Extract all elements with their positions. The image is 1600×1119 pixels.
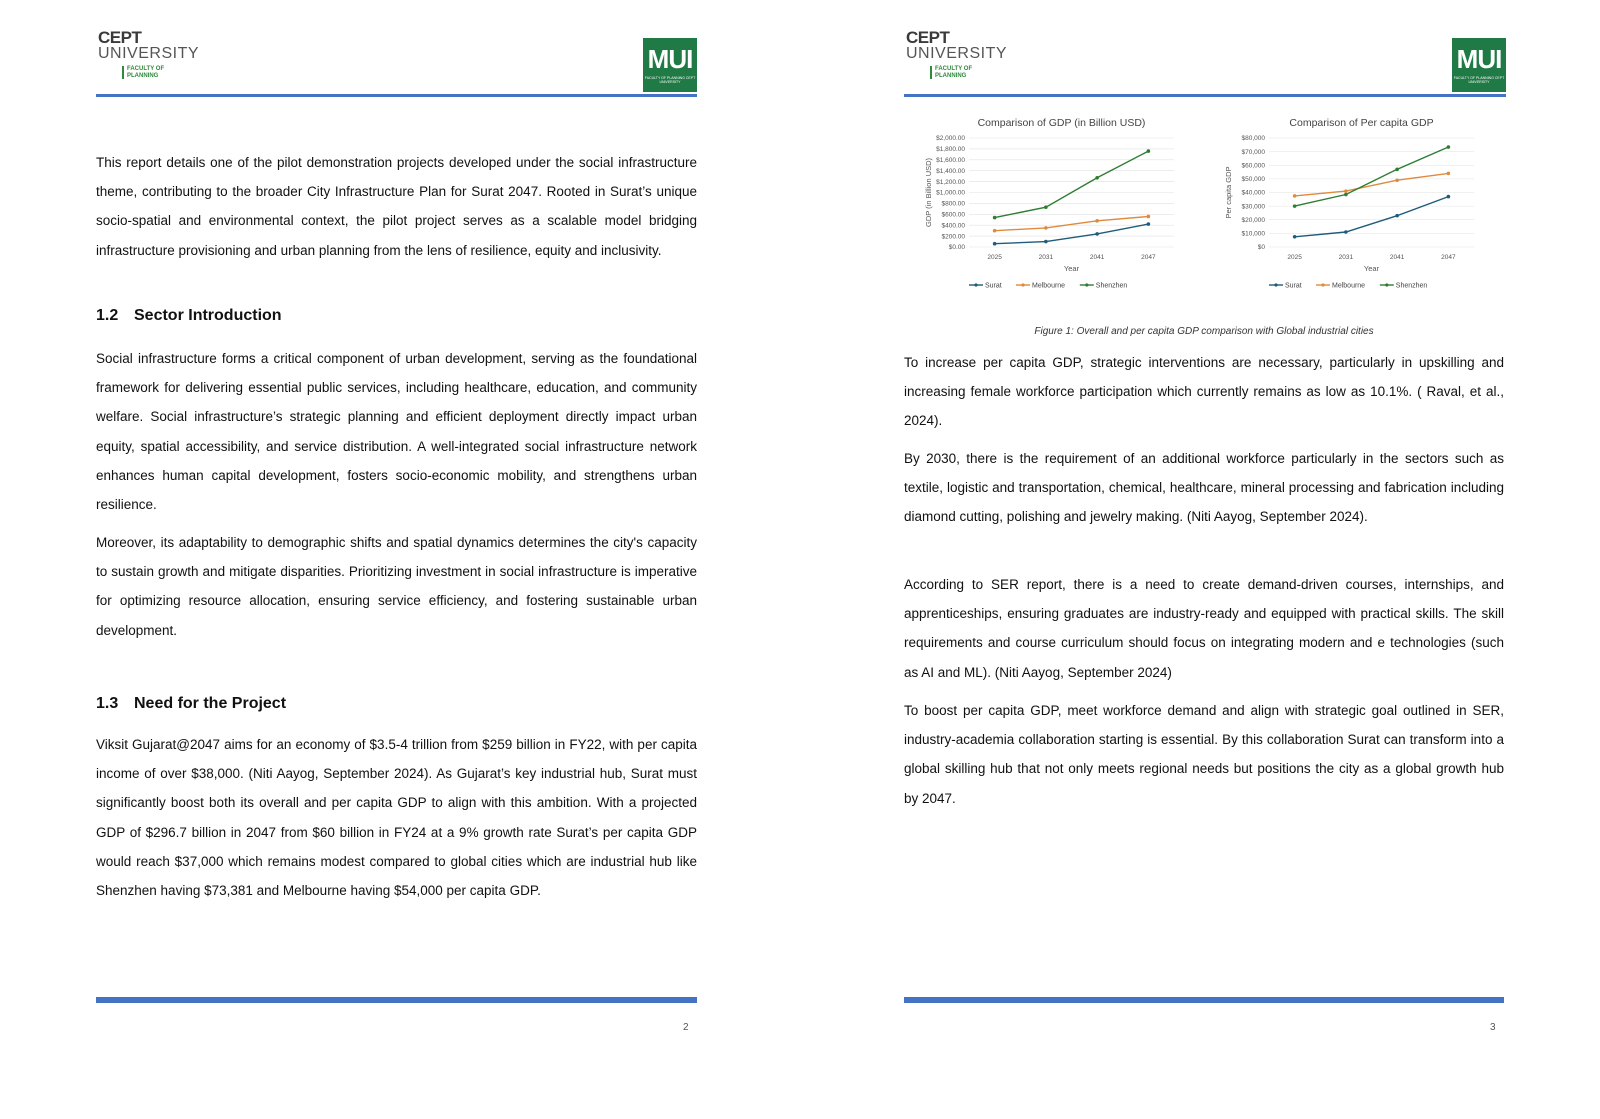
y-tick-label: $80,000 — [1241, 135, 1265, 143]
data-point-surat — [1447, 195, 1451, 199]
y-tick-label: $0.00 — [948, 244, 965, 252]
y-tick-label: $0 — [1257, 244, 1265, 252]
chart-title: Comparison of Per capita GDP — [1289, 117, 1434, 129]
data-point-shenzhen — [1044, 205, 1048, 209]
data-point-surat — [1344, 230, 1348, 234]
y-tick-label: $1,200.00 — [936, 178, 965, 186]
data-point-shenzhen — [993, 216, 997, 220]
section-number: 1.3 — [96, 695, 119, 712]
data-point-melbourne — [993, 229, 997, 233]
paragraph-upskilling: To increase per capita GDP, strategic interventions are necessary, particularly in upskilling and increasing female workforce participation which currently remains as low as 10.1%. ( Raval, et al., 2024). — [904, 355, 1504, 429]
y-tick-label: $1,800.00 — [936, 146, 965, 154]
data-point-surat — [1395, 214, 1399, 218]
x-axis-label: Year — [1363, 264, 1380, 273]
sector-intro-paragraph-2: Moreover, its adaptability to demographic shifts and spatial dynamics determines the city's capacity to sustain growth and mitigate disparities. Prioritizing investment in social infrastructure is imperative for optimizing resource allocation, ensuring service efficiency, and fostering sustainable urban development. — [96, 535, 697, 638]
x-tick-label: 2041 — [1389, 254, 1405, 261]
legend-label: Melbourne — [1032, 282, 1066, 290]
paragraph-ser-report: According to SER report, there is a need to create demand-driven courses, internships, and apprenticeships, ensuring graduates are industry-ready and equipped with practical skills. The skill requirements and course curriculum should focus on integrating modern and e technologies (such as AI and ML). (Niti Aayog, September 2024) — [904, 577, 1504, 680]
mui-logo-sub: FACULTY OF PLANNING CEPT UNIVERSITY — [644, 76, 696, 84]
data-point-shenzhen — [1147, 149, 1151, 153]
sector-intro-paragraph-1: Social infrastructure forms a critical component of urban development, serving as the foundational framework for delivering essential public services, including healthcare, education, and community welfare. Social infrastructure’s strategic planning and efficient deployment directly impact urban equity, spatial accessibility, and service distribution. A well-integrated social infrastructure network enhances human capital development, fosters socio-economic mobility, and strengthens urban resilience. — [96, 351, 697, 513]
mui-logo — [643, 38, 697, 92]
cept-logo-faculty: FACULTY OF PLANNING — [930, 66, 1000, 79]
y-tick-label: $20,000 — [1241, 216, 1265, 224]
x-tick-label: 2031 — [1038, 254, 1054, 261]
cept-logo-line1: CEPT — [906, 28, 950, 47]
y-tick-label: $50,000 — [1241, 176, 1265, 184]
y-tick-label: $800.00 — [941, 200, 965, 208]
data-point-shenzhen — [1447, 145, 1451, 149]
legend-marker-surat — [1274, 283, 1277, 286]
x-tick-label: 2031 — [1338, 254, 1354, 261]
y-tick-label: $10,000 — [1241, 230, 1265, 238]
cept-logo-line2: UNIVERSITY — [98, 45, 200, 62]
data-point-shenzhen — [1344, 193, 1348, 197]
legend-marker-shenzhen — [1385, 283, 1388, 286]
data-point-melbourne — [1395, 178, 1399, 182]
legend-marker-melbourne — [1321, 283, 1324, 286]
data-point-surat — [1095, 232, 1099, 236]
y-axis-label: GDP (in Billion USD) — [924, 157, 933, 228]
legend-label: Melbourne — [1332, 282, 1366, 290]
x-axis-label: Year — [1063, 264, 1080, 273]
y-tick-label: $1,000.00 — [936, 189, 965, 197]
y-tick-label: $2,000.00 — [936, 135, 965, 143]
y-axis-label: Per capita GDP — [1224, 166, 1233, 219]
y-tick-label: $1,600.00 — [936, 157, 965, 164]
y-tick-label: $60,000 — [1241, 162, 1265, 170]
legend-label: Shenzhen — [1395, 282, 1428, 290]
gdp-comparison-chart — [904, 112, 1204, 302]
cept-university-logo — [98, 28, 200, 80]
data-point-melbourne — [1147, 215, 1151, 219]
y-tick-label: $200.00 — [941, 233, 965, 241]
page-3 — [800, 0, 1600, 1119]
per-capita-gdp-chart — [1204, 112, 1504, 302]
data-point-shenzhen — [1293, 204, 1297, 208]
cept-university-logo — [906, 28, 1008, 80]
header-rule — [904, 94, 1506, 97]
footer-rule — [904, 997, 1504, 1003]
header-rule — [96, 94, 697, 97]
data-point-surat — [993, 242, 997, 246]
footer-rule — [96, 997, 697, 1003]
data-point-melbourne — [1293, 194, 1297, 198]
series-line-shenzhen — [995, 151, 1149, 218]
data-point-shenzhen — [1395, 168, 1399, 172]
section-title: Need for the Project — [134, 695, 287, 712]
data-point-melbourne — [1044, 226, 1048, 230]
section-1-2-heading — [96, 307, 282, 325]
mui-logo — [1452, 38, 1506, 92]
page-number: 2 — [683, 1022, 689, 1033]
mui-logo-text: MUI — [1456, 44, 1502, 74]
section-1-3-heading — [96, 695, 286, 713]
paragraph-workforce: By 2030, there is the requirement of an additional workforce particularly in the sectors such as textile, logistic and transportation, chemical, healthcare, mineral processing and fabrication including diamond cutting, polishing and jewelry making. (Niti Aayog, September 2024). — [904, 451, 1504, 525]
x-tick-label: 2047 — [1441, 254, 1456, 261]
y-tick-label: $70,000 — [1241, 148, 1265, 156]
chart-title: Comparison of GDP (in Billion USD) — [977, 117, 1146, 129]
mui-logo-sub: FACULTY OF PLANNING CEPT UNIVERSITY — [1453, 76, 1505, 84]
x-tick-label: 2041 — [1089, 254, 1105, 261]
data-point-melbourne — [1447, 172, 1451, 176]
data-point-surat — [1044, 240, 1048, 244]
legend-marker-surat — [974, 283, 977, 286]
figure-caption: Figure 1: Overall and per capita GDP comparison with Global industrial cities — [1034, 326, 1374, 337]
section-number: 1.2 — [96, 307, 119, 324]
legend-marker-shenzhen — [1085, 283, 1088, 286]
y-tick-label: $30,000 — [1241, 203, 1265, 211]
legend-label: Surat — [985, 282, 1002, 290]
data-point-melbourne — [1095, 219, 1099, 223]
mui-logo-text: MUI — [647, 44, 693, 74]
x-tick-label: 2025 — [987, 254, 1002, 261]
data-point-shenzhen — [1095, 176, 1099, 180]
y-tick-label: $1,400.00 — [936, 167, 965, 175]
paragraph-collaboration: To boost per capita GDP, meet workforce demand and align with strategic goal outlined in SER, industry-academia collaboration starting is essential. By this collaboration Surat can transform into a global skilling hub that not only meets regional needs but positions the city as a global growth hub by 2047. — [904, 703, 1504, 806]
x-tick-label: 2025 — [1287, 254, 1302, 261]
intro-paragraph: This report details one of the pilot demonstration projects developed under the social infrastructure theme, contributing to the broader City Infrastructure Plan for Surat 2047. Rooted in Surat’s unique socio-spatial and environmental context, the pilot project serves as a scalable model bridging infrastructure provisioning and urban planning from the lens of resilience, equity and inclusivity. — [96, 155, 697, 258]
y-tick-label: $40,000 — [1241, 189, 1265, 197]
need-paragraph: Viksit Gujarat@2047 aims for an economy of $3.5-4 trillion from $259 billion in FY22, with per capita income of over $38,000. (Niti Aayog, September 2024). As Gujarat’s key industrial hub, Surat must significantly boost both its overall and per capita GDP to align with this ambition. With a projected GDP of $296.7 billion in 2047 from $60 billion in FY24 at a 9% growth rate Surat’s per capita GDP would reach $37,000 which remains modest compared to global cities which are industrial hub like Shenzhen having $73,381 and Melbourne having $54,000 per capita GDP. — [96, 737, 697, 899]
series-line-surat — [995, 224, 1149, 244]
legend-label: Shenzhen — [1095, 282, 1128, 290]
data-point-surat — [1293, 235, 1297, 239]
legend-marker-melbourne — [1021, 283, 1024, 286]
data-point-surat — [1147, 222, 1151, 226]
cept-logo-faculty: FACULTY OF PLANNING — [122, 66, 192, 79]
x-tick-label: 2047 — [1141, 254, 1156, 261]
section-title: Sector Introduction — [134, 307, 282, 324]
cept-logo-line2: UNIVERSITY — [906, 45, 1008, 62]
page-number: 3 — [1490, 1022, 1496, 1033]
y-tick-label: $600.00 — [941, 211, 965, 219]
y-tick-label: $400.00 — [941, 222, 965, 230]
cept-logo-line1: CEPT — [98, 28, 142, 47]
legend-label: Surat — [1285, 282, 1302, 290]
series-line-surat — [1295, 197, 1449, 237]
data-point-melbourne — [1344, 189, 1348, 193]
